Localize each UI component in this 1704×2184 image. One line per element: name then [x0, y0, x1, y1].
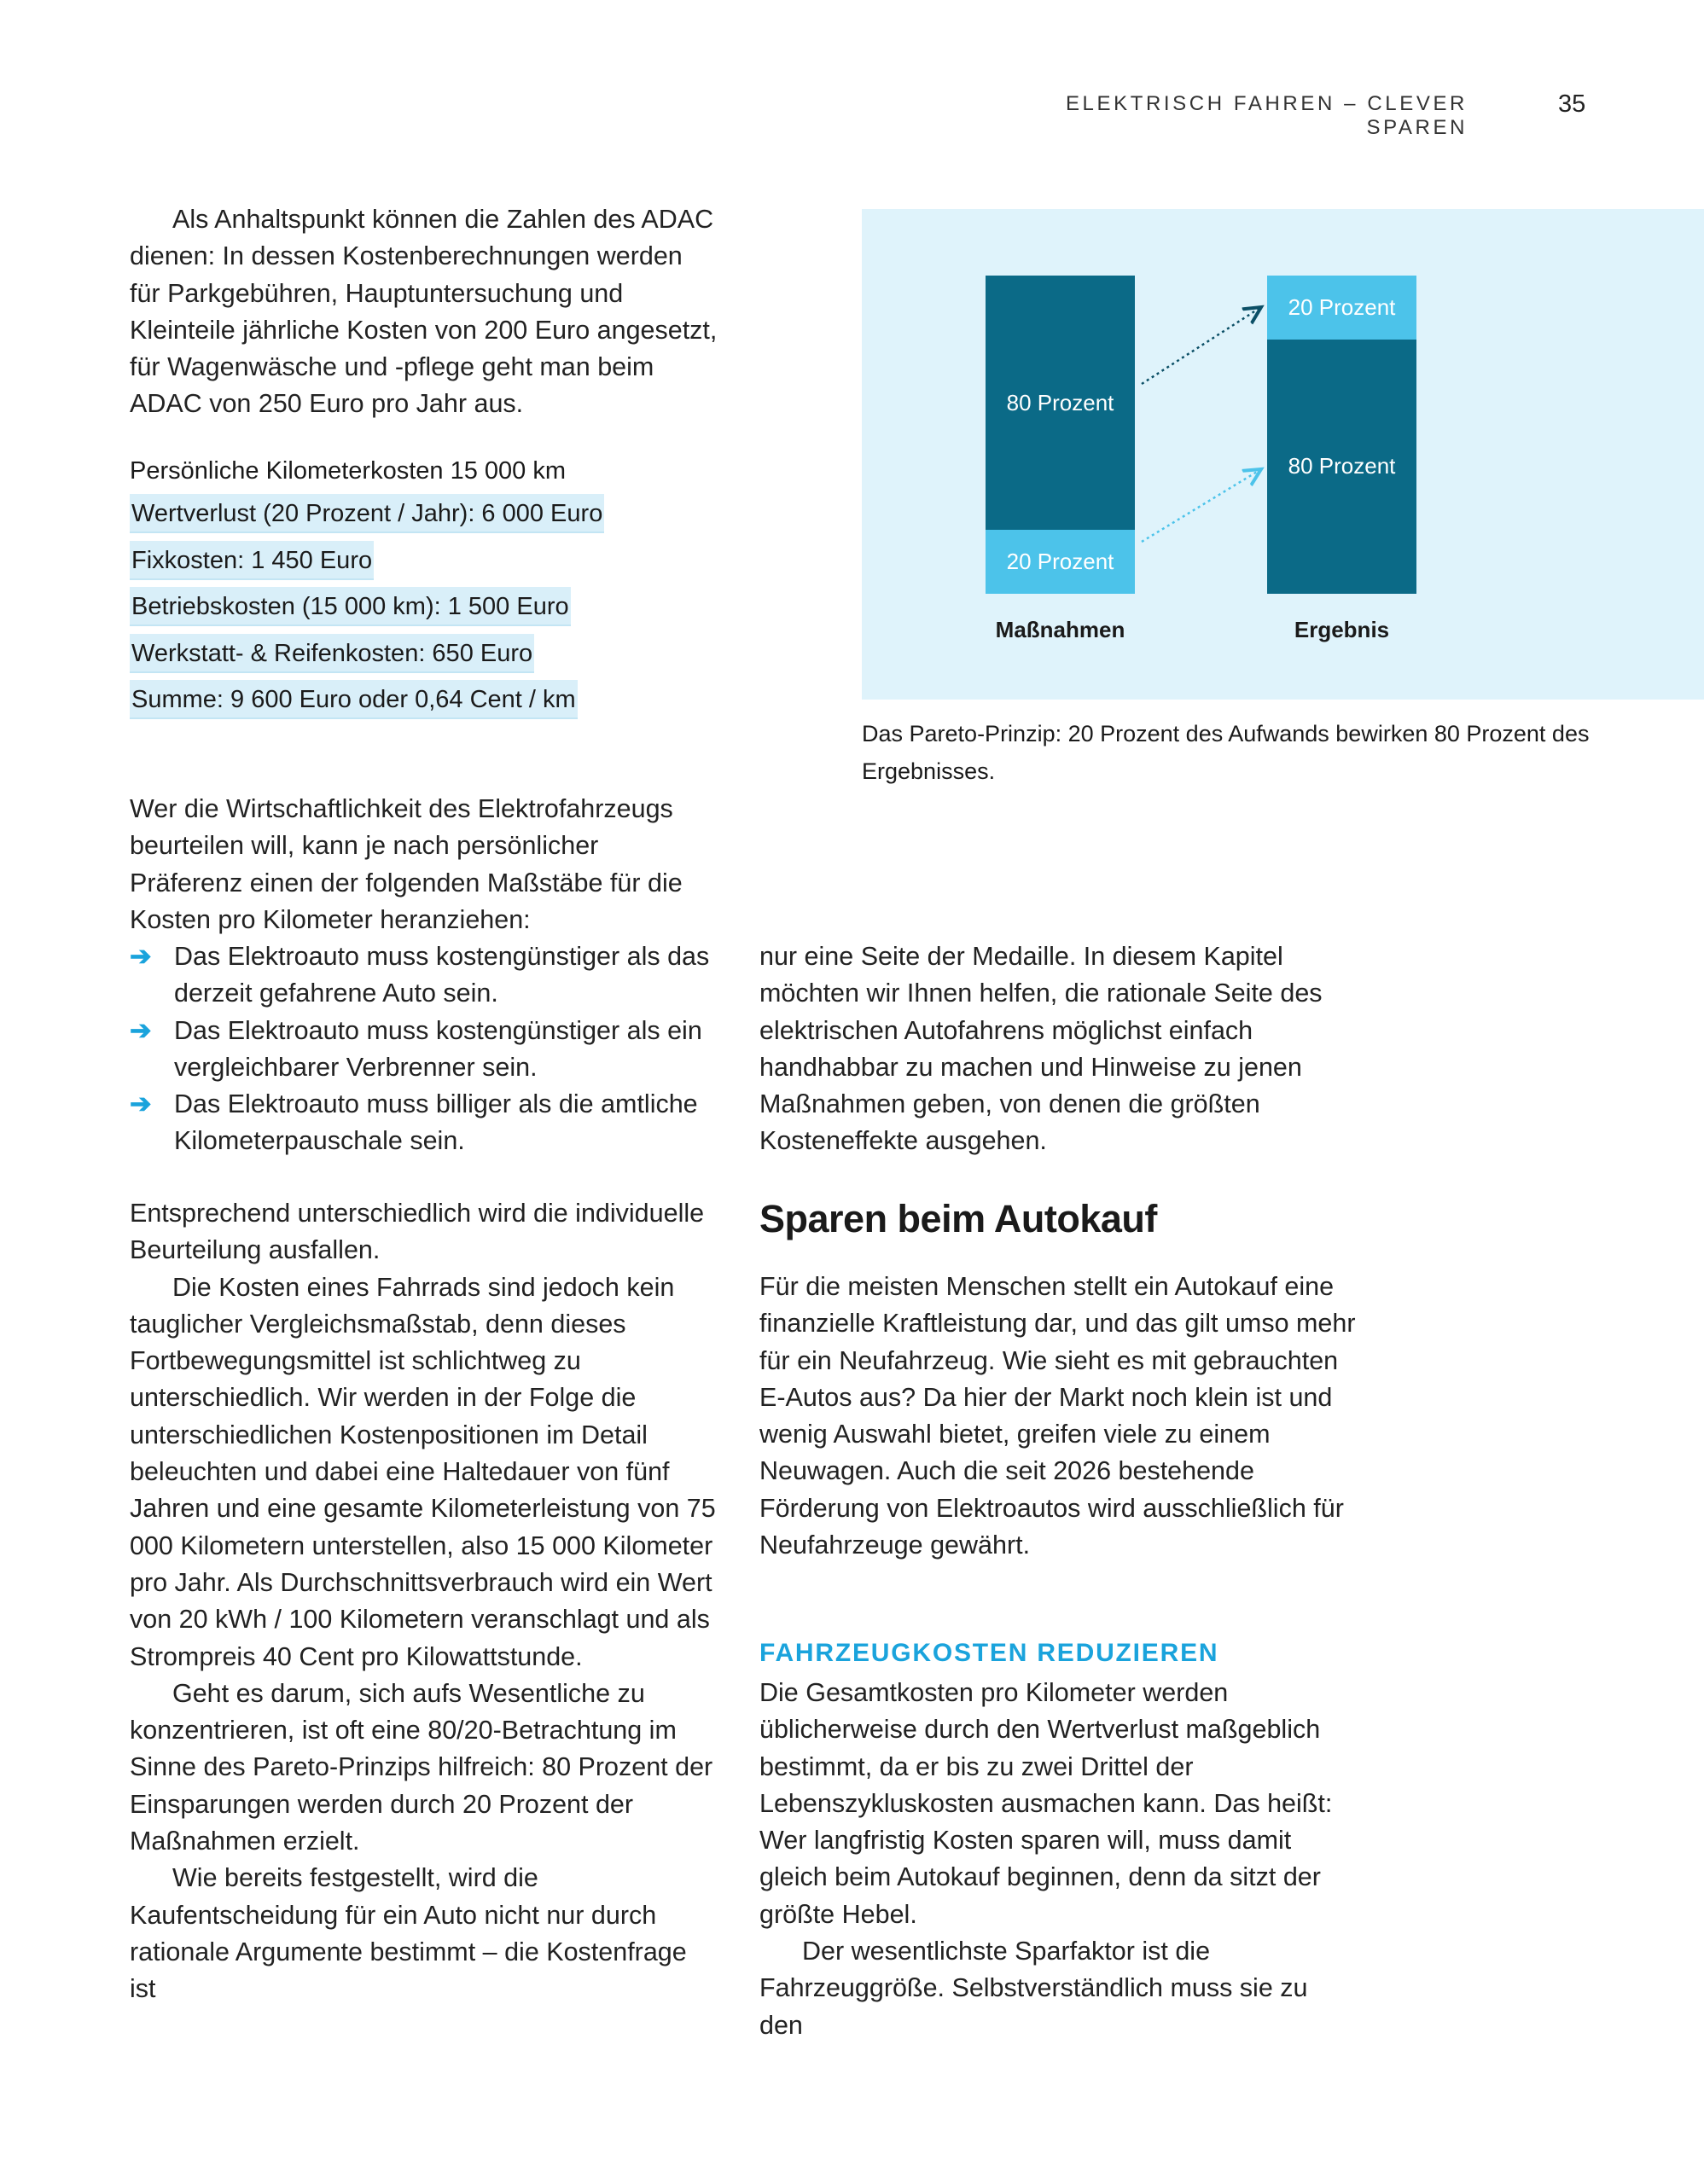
category-label-massnahmen: Maßnahmen	[995, 617, 1125, 642]
cost-line-werkstatt: Werkstatt- & Reifenkosten: 650 Euro	[130, 634, 534, 673]
arrow-right-icon: ➔	[130, 942, 152, 971]
list-item	[130, 1086, 727, 1160]
list-item	[130, 1013, 727, 1087]
intro-text: Als Anhaltspunkt können die Zahlen des ADAC dienen: In dessen Kostenberechnungen werden für Parkgebühren, Hauptuntersuchung und Kleinteile jährliche Kosten von 200 Euro angesetzt, für Wagenwäsche und -pflege geht man beim ADAC von 250 Euro pro Jahr aus.	[130, 205, 718, 419]
cost-line-summe: Summe: 9 600 Euro oder 0,64 Cent / km	[130, 680, 578, 719]
arrow-right-icon: ➔	[130, 1089, 152, 1119]
cost-line-fixkosten: Fixkosten: 1 450 Euro	[130, 541, 374, 580]
pareto-text: Geht es darum, sich aufs Wesentliche zu konzentrieren, ist oft eine 80/20-Betrachtung im Sinne des Pareto-Prinzips hilfreich: 80 Prozent der Einsparungen werden durch 20 Prozent der Maßnahmen erzielt.	[130, 1678, 713, 1856]
bar-ergebnis-20: 20 Prozent	[1267, 276, 1416, 340]
kaufentscheidung-text: Wie bereits festgestellt, wird die Kaufentscheidung für ein Auto nicht nur durch rationale Argumente bestimmt – die Kostenfrage ist	[130, 1863, 687, 2004]
paragraph-medaille	[759, 938, 1357, 1160]
cost-line-betriebskosten: Betriebskosten (15 000 km): 1 500 Euro	[130, 587, 571, 626]
medaille-text: nur eine Seite der Medaille. In diesem Kapitel möchten wir Ihnen helfen, die rationale Seite des elektrischen Autofahrens möglichst einfach handhabbar zu machen und Hinweise zu jenen Maßnahmen geben, von denen die größten Kosteneffekte ausgehen.	[759, 942, 1323, 1156]
autokauf-text: Für die meisten Menschen stellt ein Autokauf eine finanzielle Kraftleistung dar, und das gilt umso mehr für ein Neufahrzeug. Wie sieht es mit gebrauchten E-Autos aus? Da hier der Markt noch klein ist und wenig Auswahl bietet, greifen viele zu einem Neuwagen. Auch die seit 2026 bestehende Förderung von Elektroautos wird ausschließlich für Neufahrzeuge gewährt.	[759, 1272, 1356, 1560]
criteria-list	[130, 938, 727, 1160]
bar-massnahmen-80: 80 Prozent	[986, 276, 1135, 530]
category-label-ergebnis: Ergebnis	[1294, 617, 1390, 642]
list-item-text: Das Elektroauto muss kostengünstiger als das derzeit gefahrene Auto sein.	[174, 942, 710, 1008]
intro-paragraph	[130, 201, 718, 423]
bar-massnahmen-20: 20 Prozent	[986, 530, 1135, 594]
entsprechend-text: Entsprechend unterschiedlich wird die individuelle Beurteilung ausfallen.	[130, 1199, 705, 1265]
cost-box-title: Persönliche Kilometerkosten 15 000 km	[130, 457, 566, 485]
bar-ergebnis-80: 80 Prozent	[1267, 340, 1416, 594]
running-title: ELEKTRISCH FAHREN – CLEVER SPAREN	[1065, 92, 1468, 139]
pareto-chart	[862, 209, 1704, 700]
arrow-right-icon: ➔	[130, 1015, 152, 1045]
paragraph-wirtschaftlichkeit	[130, 791, 718, 938]
subsection-heading: FAHRZEUGKOSTEN REDUZIEREN	[759, 1639, 1219, 1667]
section-heading: Sparen beim Autokauf	[759, 1197, 1157, 1240]
list-item	[130, 938, 727, 1013]
list-item-text: Das Elektroauto muss billiger als die amtliche Kilometerpauschale sein.	[174, 1089, 698, 1156]
paragraph-autokauf	[759, 1269, 1357, 1564]
arrow-light	[1142, 469, 1261, 542]
gesamtkosten-text: Die Gesamtkosten pro Kilometer werden üblicherweise durch den Wertverlust maßgeblich bestimmt, da er bis zu zwei Drittel der Lebenszykluskosten ausmachen kann. Das heißt: Wer langfristig Kosten sparen will, muss damit gleich beim Autokauf beginnen, denn da sitzt der größte Hebel.	[759, 1678, 1333, 1929]
fahrrad-text: Die Kosten eines Fahrrads sind jedoch kein tauglicher Vergleichsmaßstab, denn dieses Fortbewegungsmittel ist schlichtweg zu unterschiedlich. Wir werden in der Folge die unterschiedlichen Kostenpositionen im Detail beleuchten und dabei eine Haltedauer von fünf Jahren und eine gesamte Kilometerleistung von 75 000 Kilometern unterstellen, also 15 000 Kilometer pro Jahr. Als Durchschnittsverbrauch wird ein Wert von 20 kWh / 100 Kilometern veranschlagt und als Strompreis 40 Cent pro Kilowattstunde.	[130, 1272, 716, 1671]
sparfaktor-text: Der wesentlichste Sparfaktor ist die Fahrzeuggröße. Selbstverständlich muss sie zu den	[759, 1937, 1308, 2040]
list-item-text: Das Elektroauto muss kostengünstiger als ein vergleichbarer Verbrenner sein.	[174, 1015, 702, 1082]
cost-line-wertverlust: Wertverlust (20 Prozent / Jahr): 6 000 Euro	[130, 494, 604, 533]
wirtschaftlichkeit-text: Wer die Wirtschaftlichkeit des Elektrofahrzeugs beurteilen will, kann je nach persönlicher Präferenz einen der folgenden Maßstäbe für die Kosten pro Kilometer heranziehen:	[130, 794, 683, 934]
paragraph-block-left	[130, 1195, 718, 2008]
paragraph-block-right	[759, 1675, 1357, 2044]
page-number: 35	[1558, 90, 1586, 118]
arrow-dark	[1142, 307, 1261, 384]
figure-caption: Das Pareto-Prinzip: 20 Prozent des Aufwands bewirken 80 Prozent des Ergebnisses.	[862, 721, 1590, 784]
